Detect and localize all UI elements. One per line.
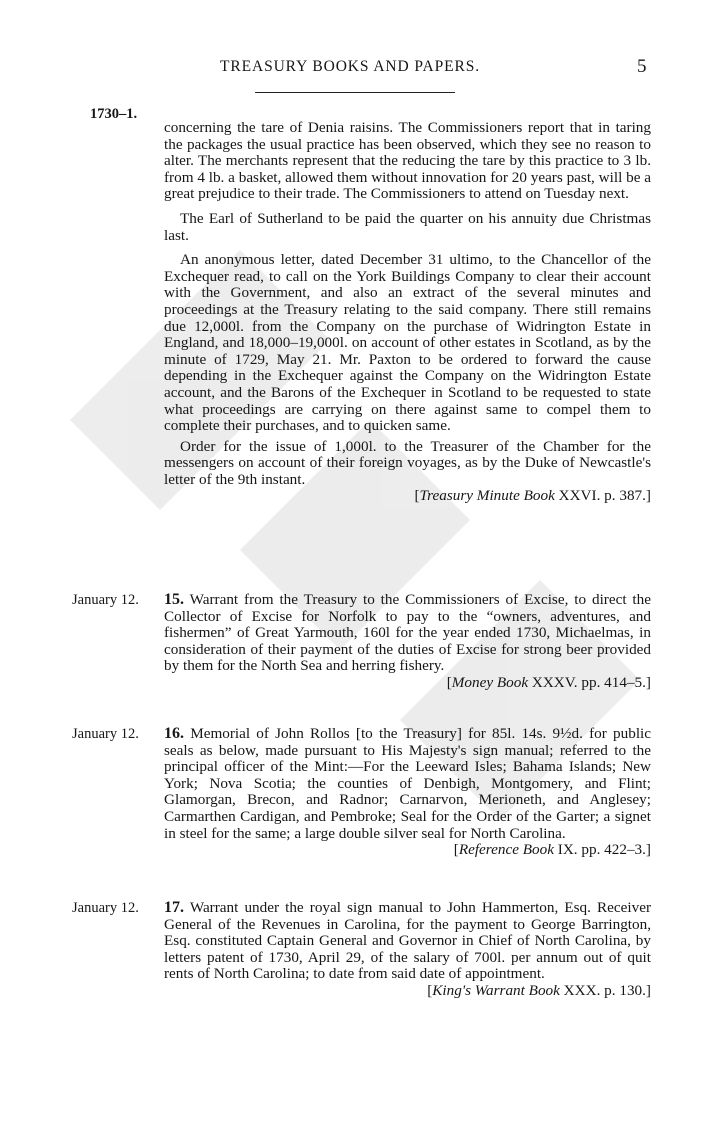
header-rule — [255, 92, 455, 93]
reference-book-title: King's Warrant Book — [432, 981, 560, 999]
continuation-paragraph-1: concerning the tare of Denia raisins. The Commissioners report that in taring the packages the usual practice has been observed, which they see no reason to alter. The merchants represent that the reducing the tare by this practice to 3 lb. from 4 lb. a basket, allowed them without innovation for 20 years past, will be a great prejudice to their trade. The Commissioners to attend on Tuesday next. — [164, 119, 651, 203]
page-number: 5 — [637, 56, 647, 77]
entry-body — [164, 592, 651, 692]
continuation-reference: [Treasury Minute Book XXVI. p. 387.] — [414, 487, 651, 505]
entry-number: 16. — [164, 725, 184, 742]
page-header — [0, 58, 720, 82]
entry-date: January 12. — [72, 900, 139, 916]
continuation-block — [164, 120, 651, 505]
entry-reference: [Reference Book IX. pp. 422–3.] — [453, 841, 651, 859]
continuation-paragraph-2: The Earl of Sutherland to be paid the quarter on his annuity due Christmas last. — [164, 209, 651, 244]
year-marginal: 1730–1. — [90, 106, 138, 122]
reference-volume: IX. pp. 422–3.] — [557, 841, 651, 859]
reference-book-title: Money Book — [451, 673, 529, 691]
reference-book-title: Reference Book — [458, 841, 554, 859]
running-title: TREASURY BOOKS AND PAPERS. — [220, 58, 480, 75]
reference-volume: XXVI. p. 387.] — [558, 487, 651, 505]
entry-text: 16. Memorial of John Rollos [to the Treasury] for 85l. 14s. 9½d. for public seals as below, made pursuant to His Majesty's sign manual; referred to the principal officer of the Mint:—For the Leeward Isles; Bahama Islands; New York; Nova Scotia; the counties of Denbigh, Montgomery, and Flint; Glamorgan, Brecon, and Radnor; Carnarvon, Merioneth, and Anglesey; Carmarthen Cardigan, and Pembroke; Seal for the Order of the Garter; a signet in steel for the same; a large double silver seal for North Carolina. — [164, 725, 651, 842]
entry-reference: [King's Warrant Book XXX. p. 130.] — [427, 981, 651, 999]
reference-volume: XXXV. pp. 414–5.] — [531, 673, 651, 691]
entry-text: 17. Warrant under the royal sign manual to John Hammerton, Esq. Receiver General of the Revenues in Carolina, for the payment to George Barrington, Esq. constituted Captain General and Governor in Chief of North Carolina, by letters patent of 1730, April 29, of the salary of 700l. per annum out of quit rents of North Carolina; to date from said date of appointment. — [164, 899, 651, 983]
entry-body — [164, 900, 651, 1000]
entry-body — [164, 726, 651, 859]
entry-text: 15. Warrant from the Treasury to the Commissioners of Excise, to direct the Collector of Excise for Norfolk to pay to the “owners, adventures, and fishermen” of Great Yarmouth, 160l for the year ended 1730, Michaelmas, in consideration of their payment of the duties of Excise for strong beer provided by them for the North Sea and herring fishery. — [164, 591, 651, 675]
continuation-paragraph-4: Order for the issue of 1,000l. to the Treasurer of the Chamber for the messengers on account of their foreign voyages, as by the Duke of Newcastle's letter of the 9th instant. — [164, 437, 651, 488]
entry-number: 15. — [164, 591, 184, 608]
entry-date: January 12. — [72, 726, 139, 742]
continuation-paragraph-3: An anonymous letter, dated December 31 ultimo, to the Chancellor of the Exchequer read, to call on the York Buildings Company to clear their account with the Government, and also an extract of the several minutes and proceedings at the Treasury relating to the said company. There still remains due 12,000l. from the Company on the purchase of Widrington Estate in England, and 18,000–19,000l. on account of other estates in Scotland, as by the minute of 1729, May 21. Mr. Paxton to be ordered to forward the cause depending in the Exchequer against the Company on the Widrington Estate account, and the Barons of the Exchequer in Scotland to be requested to state what proceedings are carrying on there against same to compel them to complete their purchases, and to quicken same. — [164, 251, 651, 435]
entry-number: 17. — [164, 899, 184, 916]
reference-volume: XXX. p. 130.] — [563, 981, 651, 999]
entry-date: January 12. — [72, 592, 139, 608]
entry-reference: [Money Book XXXV. pp. 414–5.] — [446, 673, 651, 691]
reference-book-title: Treasury Minute Book — [419, 487, 555, 505]
